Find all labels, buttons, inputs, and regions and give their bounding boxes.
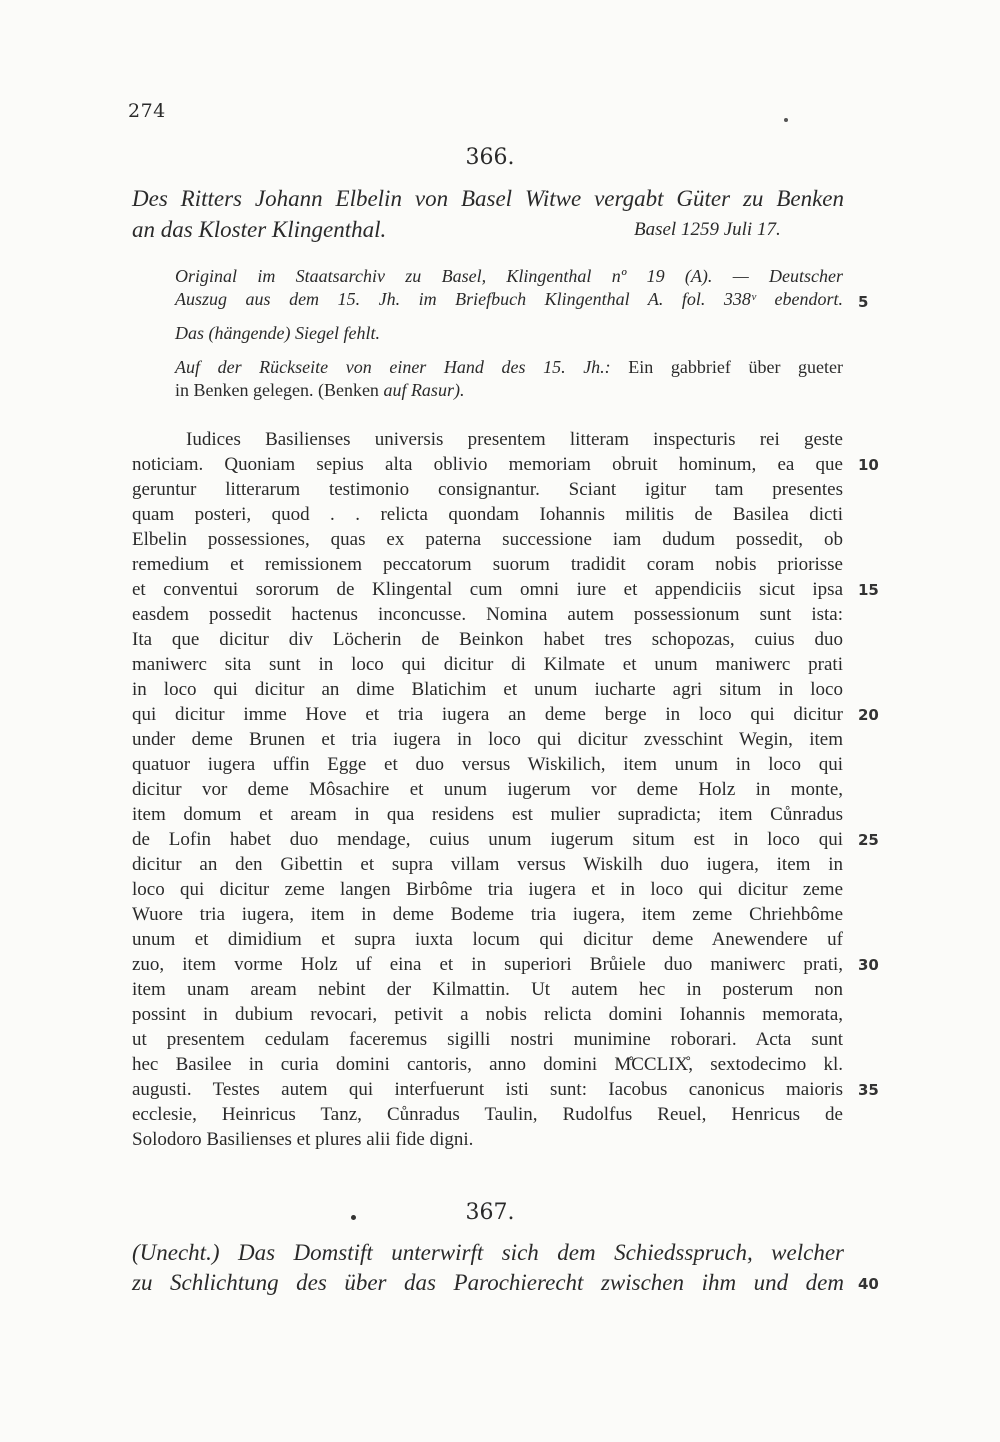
document-date: Basel 1259 Juli 17.: [634, 219, 781, 240]
body-line: quam posteri, quod . . relicta quondam Iohannis militis de Basilea dicti: [132, 504, 843, 525]
body-line: dicitur vor deme Môsachire et unum iugerum vor deme Holz in monte,: [132, 779, 843, 800]
body-line: de Lofin habet duo mendage, cuius unum iugerum situm est in loco qui: [132, 829, 843, 850]
body-line: ecclesie, Heinricus Tanz, Cůnradus Taulin, Rudolfus Reuel, Henricus de: [132, 1104, 843, 1125]
body-line: Solodoro Basilienses et plures alii fide digni.: [132, 1129, 474, 1150]
body-line: zuo, item vorme Holz uf eina et in superiori Brůiele duo maniwerc prati,: [132, 954, 843, 975]
body-line: Ita que dicitur div Löcherin de Beinkon habet tres schopozas, cuius duo: [132, 629, 843, 650]
title-line-2: an das Kloster Klingenthal.: [132, 217, 387, 242]
body-line: unum et dimidium et supra iuxta locum qui dicitur deme Anewendere uf: [132, 929, 843, 950]
margin-line-number: 35: [858, 1081, 879, 1099]
margin-line-number: 5: [858, 293, 869, 311]
title-line-1: Des Ritters Johann Elbelin von Basel Witwe vergabt Güter zu Benken: [132, 186, 844, 211]
body-line: easdem possedit hactenus inconcusse. Nomina autem possessionum sunt ista:: [132, 604, 843, 625]
dorsal-note-line-1: [175, 357, 843, 378]
ink-speck: [784, 118, 788, 122]
dorsal-intro: Auf der Rückseite von einer Hand des 15. Jh.:: [175, 357, 611, 377]
dorsal-text-1: Ein gabbrief über gueter: [628, 357, 844, 377]
dorsal-note-line-2: [175, 380, 464, 401]
margin-line-number: 10: [858, 456, 879, 474]
body-line: ut presentem cedulam faceremus sigilli nostri munimine roborari. Acta sunt: [132, 1029, 843, 1050]
title-367-line-1: (Unecht.) Das Domstift unterwirft sich dem Schiedsspruch, welcher: [132, 1240, 844, 1265]
body-line: loco qui dicitur zeme langen Birbôme tria iugera et in loco qui dicitur zeme: [132, 879, 843, 900]
dorsal-text-2: in Benken gelegen. (Benken: [175, 380, 379, 400]
body-line: hec Basilee in curia domini cantoris, anno domini M̊CCLIX̊, sextodecimo kl.: [132, 1054, 843, 1075]
source-note-line-2: Auszug aus dem 15. Jh. im Briefbuch Klingenthal A. fol. 338ᵛ ebendort.: [175, 289, 843, 309]
margin-line-number: 25: [858, 831, 879, 849]
page-number: 274: [128, 100, 166, 122]
body-line: quatuor iugera uffin Egge et duo versus Wiskilich, item unum in loco qui: [132, 754, 843, 775]
dorsal-text-2-italic: auf Rasur).: [383, 380, 465, 400]
body-line: Elbelin possessiones, quas ex paterna successione iam dudum possedit, ob: [132, 529, 843, 550]
body-line: in loco qui dicitur an dime Blatichim et unum iucharte agri situm in loco: [132, 679, 843, 700]
seal-note: Das (hängende) Siegel fehlt.: [175, 323, 380, 343]
body-line: item unam aream nebint der Kilmattin. Ut autem hec in posterum non: [132, 979, 843, 1000]
body-line: maniwerc sita sunt in loco qui dicitur di Kilmate et unum maniwerc prati: [132, 654, 843, 675]
margin-line-number: 15: [858, 581, 879, 599]
source-note-line-1: Original im Staatsarchiv zu Basel, Klingenthal nº 19 (A). — Deutscher: [175, 266, 843, 286]
body-line: Iudices Basilienses universis presentem litteram inspecturis rei geste: [186, 429, 843, 450]
title-367-line-2: zu Schlichtung des über das Parochierecht zwischen ihm und dem: [132, 1270, 844, 1295]
document-number-367: 367.: [465, 1200, 515, 1225]
body-line: under deme Brunen et tria iugera in loco qui dicitur zvesschint Wegin, item: [132, 729, 843, 750]
body-line: geruntur litterarum testimonio consignantur. Sciant igitur tam presentes: [132, 479, 843, 500]
body-line: qui dicitur imme Hove et tria iugera an deme berge in loco qui dicitur: [132, 704, 843, 725]
body-line: item domum et aream in qua residens est mulier supradicta; item Cůnradus: [132, 804, 843, 825]
document-number-366: 366.: [465, 145, 515, 170]
body-line: dicitur an den Gibettin et supra villam versus Wiskilh duo iugera, item in: [132, 854, 843, 875]
body-line: remedium et remissionem peccatorum suorum tradidit coram nobis priorisse: [132, 554, 843, 575]
body-line: et conventui sororum de Klingental cum omni iure et appendiciis sicut ipsa: [132, 579, 843, 600]
body-line: augusti. Testes autem qui interfuerunt isti sunt: Iacobus canonicus maioris: [132, 1079, 843, 1100]
margin-line-number: 30: [858, 956, 879, 974]
margin-line-number: 40: [858, 1275, 879, 1293]
body-line: noticiam. Quoniam sepius alta oblivio memoriam obruit hominum, ea que: [132, 454, 843, 475]
body-line: possint in dubium revocari, petivit a nobis relicta domini Iohannis memorata,: [132, 1004, 843, 1025]
margin-line-number: 20: [858, 706, 879, 724]
body-line: Wuore tria iugera, item in deme Bodeme tria iugera, item zeme Chriehbôme: [132, 904, 843, 925]
